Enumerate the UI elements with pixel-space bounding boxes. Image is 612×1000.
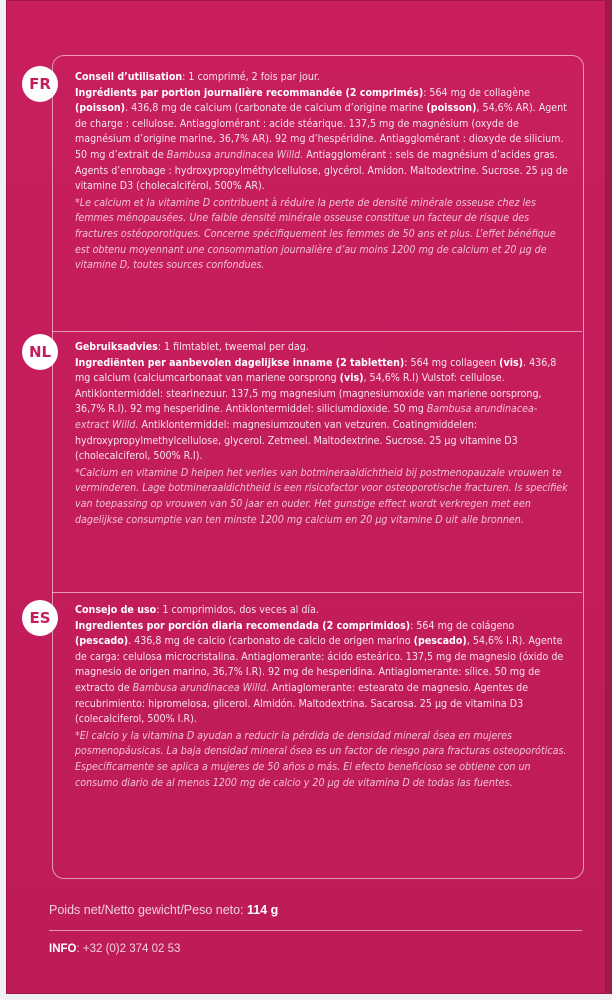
health-claim-fr: *Le calcium et la vitamine D contribuent à réduire la perte de densité minérale osseuse chez les femmes ménopausées. Une faible densité minérale osseuse constitue un facteur de risque des fractures ostéoporotiques. Concerne spécifiquement les femmes de 50 ans et plus. L’effet bénéfique est obtenu moyennant une consommation journalière d’au moins 1200 mg de calcium et 20 µg de vitamine D, toutes sources confondues.	[75, 196, 556, 272]
package-side-edge	[606, 0, 612, 994]
language-badge-fr: FR	[22, 66, 58, 102]
language-badge-es: ES	[22, 600, 58, 636]
ingredients-es: Ingredientes por porción diaria recomendada (2 comprimidos): 564 mg de colágeno (pescado). 436,8 mg de calcio (carbonato de calcio de origen marino (pescado), 54,6% I.R). Agente de carga: celulosa microcristalina. Antiaglomerante: ácido esteárico. 137,5 mg de magnesio (óxido de magnesio de origen marino, 36,7% I.R). 92 mg de hesperidina. Antiaglomerante: sílice. 50 mg de extracto de Bambusa arundinacea Willd. Antiaglomerante: estearato de magnesio. Agentes de recubrimiento: hipromelosa, glicerol. Almidón. Maltodextrina. Sacarosa. 25 µg de vitamina D3 (colecalciferol, 500% I.R).	[75, 619, 564, 726]
usage-es: Consejo de uso: 1 comprimidos, dos veces al día.	[75, 604, 319, 616]
section-nl	[75, 340, 570, 528]
divider-nl-es	[52, 592, 582, 593]
info-line: INFO: +32 (0)2 374 02 53	[49, 943, 181, 955]
ingredients-nl: Ingrediënten per aanbevolen dagelijkse inname (2 tabletten): 564 mg collageen (vis). 436,8 mg calcium (calciumcarbonaat van mariene oorsprong (vis), 54,6% R.I) Vulstof: cellulose. Antiklontermiddel: stearinezuur. 137,5 mg magnesium (magnesiumoxide van mariene oorsprong, 36,7% R.I). 92 mg hesperidine. Antiklontermiddel: siliciumdioxide. 50 mg Bambusa arundinacea-extract Willd. Antiklontermiddel: magnesiumzouten van vetzuren. Coatingmiddelen: hydroxypropylmethylcellulose, glycerol. Zetmeel. Maltodextrine. Sucrose. 25 µg vitamine D3 (cholecalciferol, 500% R.I).	[75, 356, 557, 463]
ingredients-fr: Ingrédients par portion journalière recommandée (2 comprimés): 564 mg de collagène (poisson). 436,8 mg de calcium (carbonate de calcium d’origine marine (poisson), 54,6% AR). Agent de charge : cellulose. Antiagglomérant : acide stéarique. 137,5 mg de magnésium (oxyde de magnésium d’origine marine, 36,7% AR). 92 mg d’hespéridine. Antiagglomérant : dioxyde de silicium. 50 mg d’extrait de Bambusa arundinacea Willd. Antiagglomérant : sels de magnésium d’acides gras. Agents d’enrobage : hydroxypropylméthylcellulose, glycérol. Amidon. Maltodextrine. Sucrose. 25 µg de vitamine D3 (cholecalciférol, 500% AR).	[75, 86, 568, 193]
section-fr	[75, 70, 570, 274]
language-badge-nl: NL	[22, 334, 58, 370]
usage-fr: Conseil d’utilisation: 1 comprimé, 2 fois par jour.	[75, 71, 320, 83]
health-claim-nl: *Calcium en vitamine D helpen het verlies van botmineraaldichtheid bij postmenopauzale vrouwen te verminderen. Lage botmineraaldichtheid is een risicofactor voor osteoporotische fracturen. Is specifiek van toepassing op vrouwen van 50 jaar en ouder. Het gunstige effect wordt verkregen met een dagelijkse consumptie van ten minste 1200 mg calcium en 20 µg vitamine D uit alle bronnen.	[75, 466, 568, 526]
section-es	[75, 603, 570, 791]
divider-footer	[49, 930, 582, 931]
health-claim-es: *El calcio y la vitamina D ayudan a reducir la pérdida de densidad mineral ósea en mujeres posmenopáusicas. La baja densidad mineral ósea es un factor de riesgo para fracturas osteoporóticas. Específicamente se aplica a mujeres de 50 años o más. El efecto beneficioso se obtiene con un consumo diario de al menos 1200 mg de calcio y 20 µg de vitamina D de todas las fuentes.	[75, 729, 567, 789]
divider-fr-nl	[52, 331, 582, 332]
net-weight: Poids net/Netto gewicht/Peso neto: 114 g	[49, 903, 279, 917]
usage-nl: Gebruiksadvies: 1 filmtablet, tweemal per dag.	[75, 341, 309, 353]
